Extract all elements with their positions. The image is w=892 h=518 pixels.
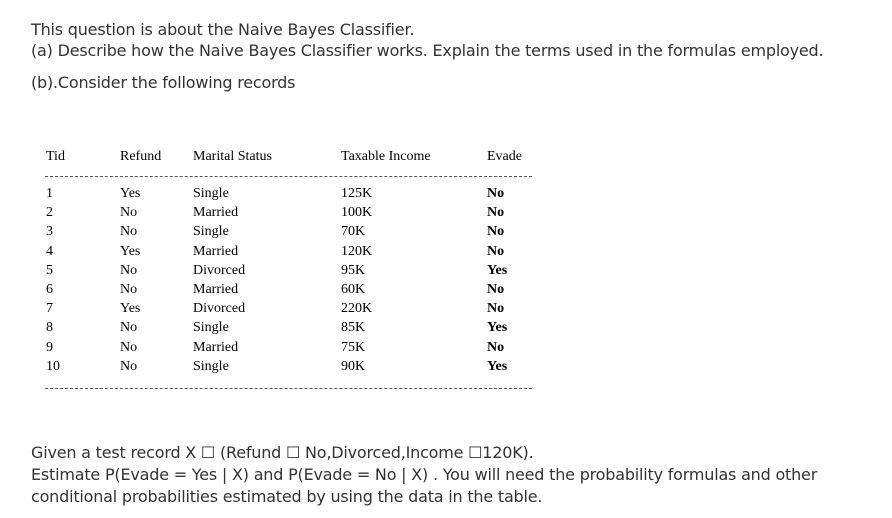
cell-marital-status: Divorced	[193, 301, 246, 317]
cell-refund: Yes	[120, 301, 141, 317]
header-refund: Refund	[120, 149, 162, 164]
estimate-instruction-line-2: conditional probabilities estimated by using the data in the table.	[31, 487, 543, 506]
cell-taxable-income: 100K	[341, 205, 373, 221]
records-table	[45, 146, 532, 396]
cell-tid: 6	[46, 282, 53, 297]
cell-tid: 2	[46, 205, 53, 221]
cell-marital-status: Married	[193, 205, 239, 221]
cell-taxable-income: 125K	[341, 186, 373, 201]
cell-tid: 3	[46, 224, 53, 240]
cell-taxable-income: 120K	[341, 243, 373, 259]
cell-tid: 8	[46, 320, 53, 336]
header-evade: Evade	[487, 149, 522, 164]
cell-evade: Yes	[487, 262, 508, 278]
cell-evade: No	[487, 243, 505, 259]
test-record-line: Given a test record X ☐ (Refund ☐ No,Divorced,Income ☐120K).	[31, 443, 534, 462]
cell-tid: 5	[46, 262, 53, 278]
cell-taxable-income: 85K	[341, 320, 366, 336]
cell-taxable-income: 90K	[341, 358, 366, 374]
cell-refund: No	[120, 262, 138, 278]
cell-refund: No	[120, 205, 138, 221]
cell-tid: 4	[46, 243, 53, 259]
cell-refund: No	[120, 224, 138, 240]
estimate-instruction-line: Estimate P(Evade = Yes | X) and P(Evade = No | X) . You will need the probability formulas and other	[31, 465, 818, 484]
header-taxable-income: Taxable Income	[341, 149, 431, 164]
cell-taxable-income: 60K	[341, 282, 366, 297]
cell-refund: No	[120, 339, 138, 355]
cell-evade: No	[487, 186, 505, 201]
bottom-rule	[45, 388, 532, 389]
top-rule	[45, 176, 532, 177]
cell-refund: No	[120, 320, 138, 336]
cell-marital-status: Single	[193, 224, 229, 240]
question-part-b: (b).Consider the following records	[31, 73, 296, 92]
cell-taxable-income: 220K	[341, 301, 373, 317]
cell-evade: No	[487, 301, 505, 317]
cell-evade: No	[487, 205, 505, 221]
cell-marital-status: Single	[193, 320, 229, 336]
cell-taxable-income: 95K	[341, 262, 366, 278]
cell-marital-status: Married	[193, 243, 239, 259]
cell-evade: No	[487, 224, 505, 240]
cell-refund: No	[120, 282, 138, 297]
header-marital-status: Marital Status	[193, 149, 272, 164]
cell-refund: Yes	[120, 186, 141, 201]
cell-refund: Yes	[120, 243, 141, 259]
cell-evade: No	[487, 282, 505, 297]
cell-tid: 7	[46, 301, 53, 317]
header-tid: Tid	[46, 149, 65, 164]
question-intro: This question is about the Naive Bayes Classifier.	[31, 20, 415, 39]
cell-tid: 9	[46, 339, 53, 355]
cell-taxable-income: 75K	[341, 339, 366, 355]
cell-tid: 10	[46, 358, 60, 374]
cell-tid: 1	[46, 186, 53, 201]
cell-taxable-income: 70K	[341, 224, 366, 240]
question-part-a: (a) Describe how the Naive Bayes Classifier works. Explain the terms used in the formulas employed.	[31, 41, 824, 60]
cell-marital-status: Single	[193, 186, 229, 201]
cell-refund: No	[120, 358, 138, 374]
cell-marital-status: Divorced	[193, 262, 246, 278]
cell-marital-status: Married	[193, 282, 239, 297]
cell-marital-status: Married	[193, 339, 239, 355]
cell-evade: Yes	[487, 320, 508, 336]
cell-evade: Yes	[487, 358, 508, 374]
cell-marital-status: Single	[193, 358, 229, 374]
cell-evade: No	[487, 339, 505, 355]
